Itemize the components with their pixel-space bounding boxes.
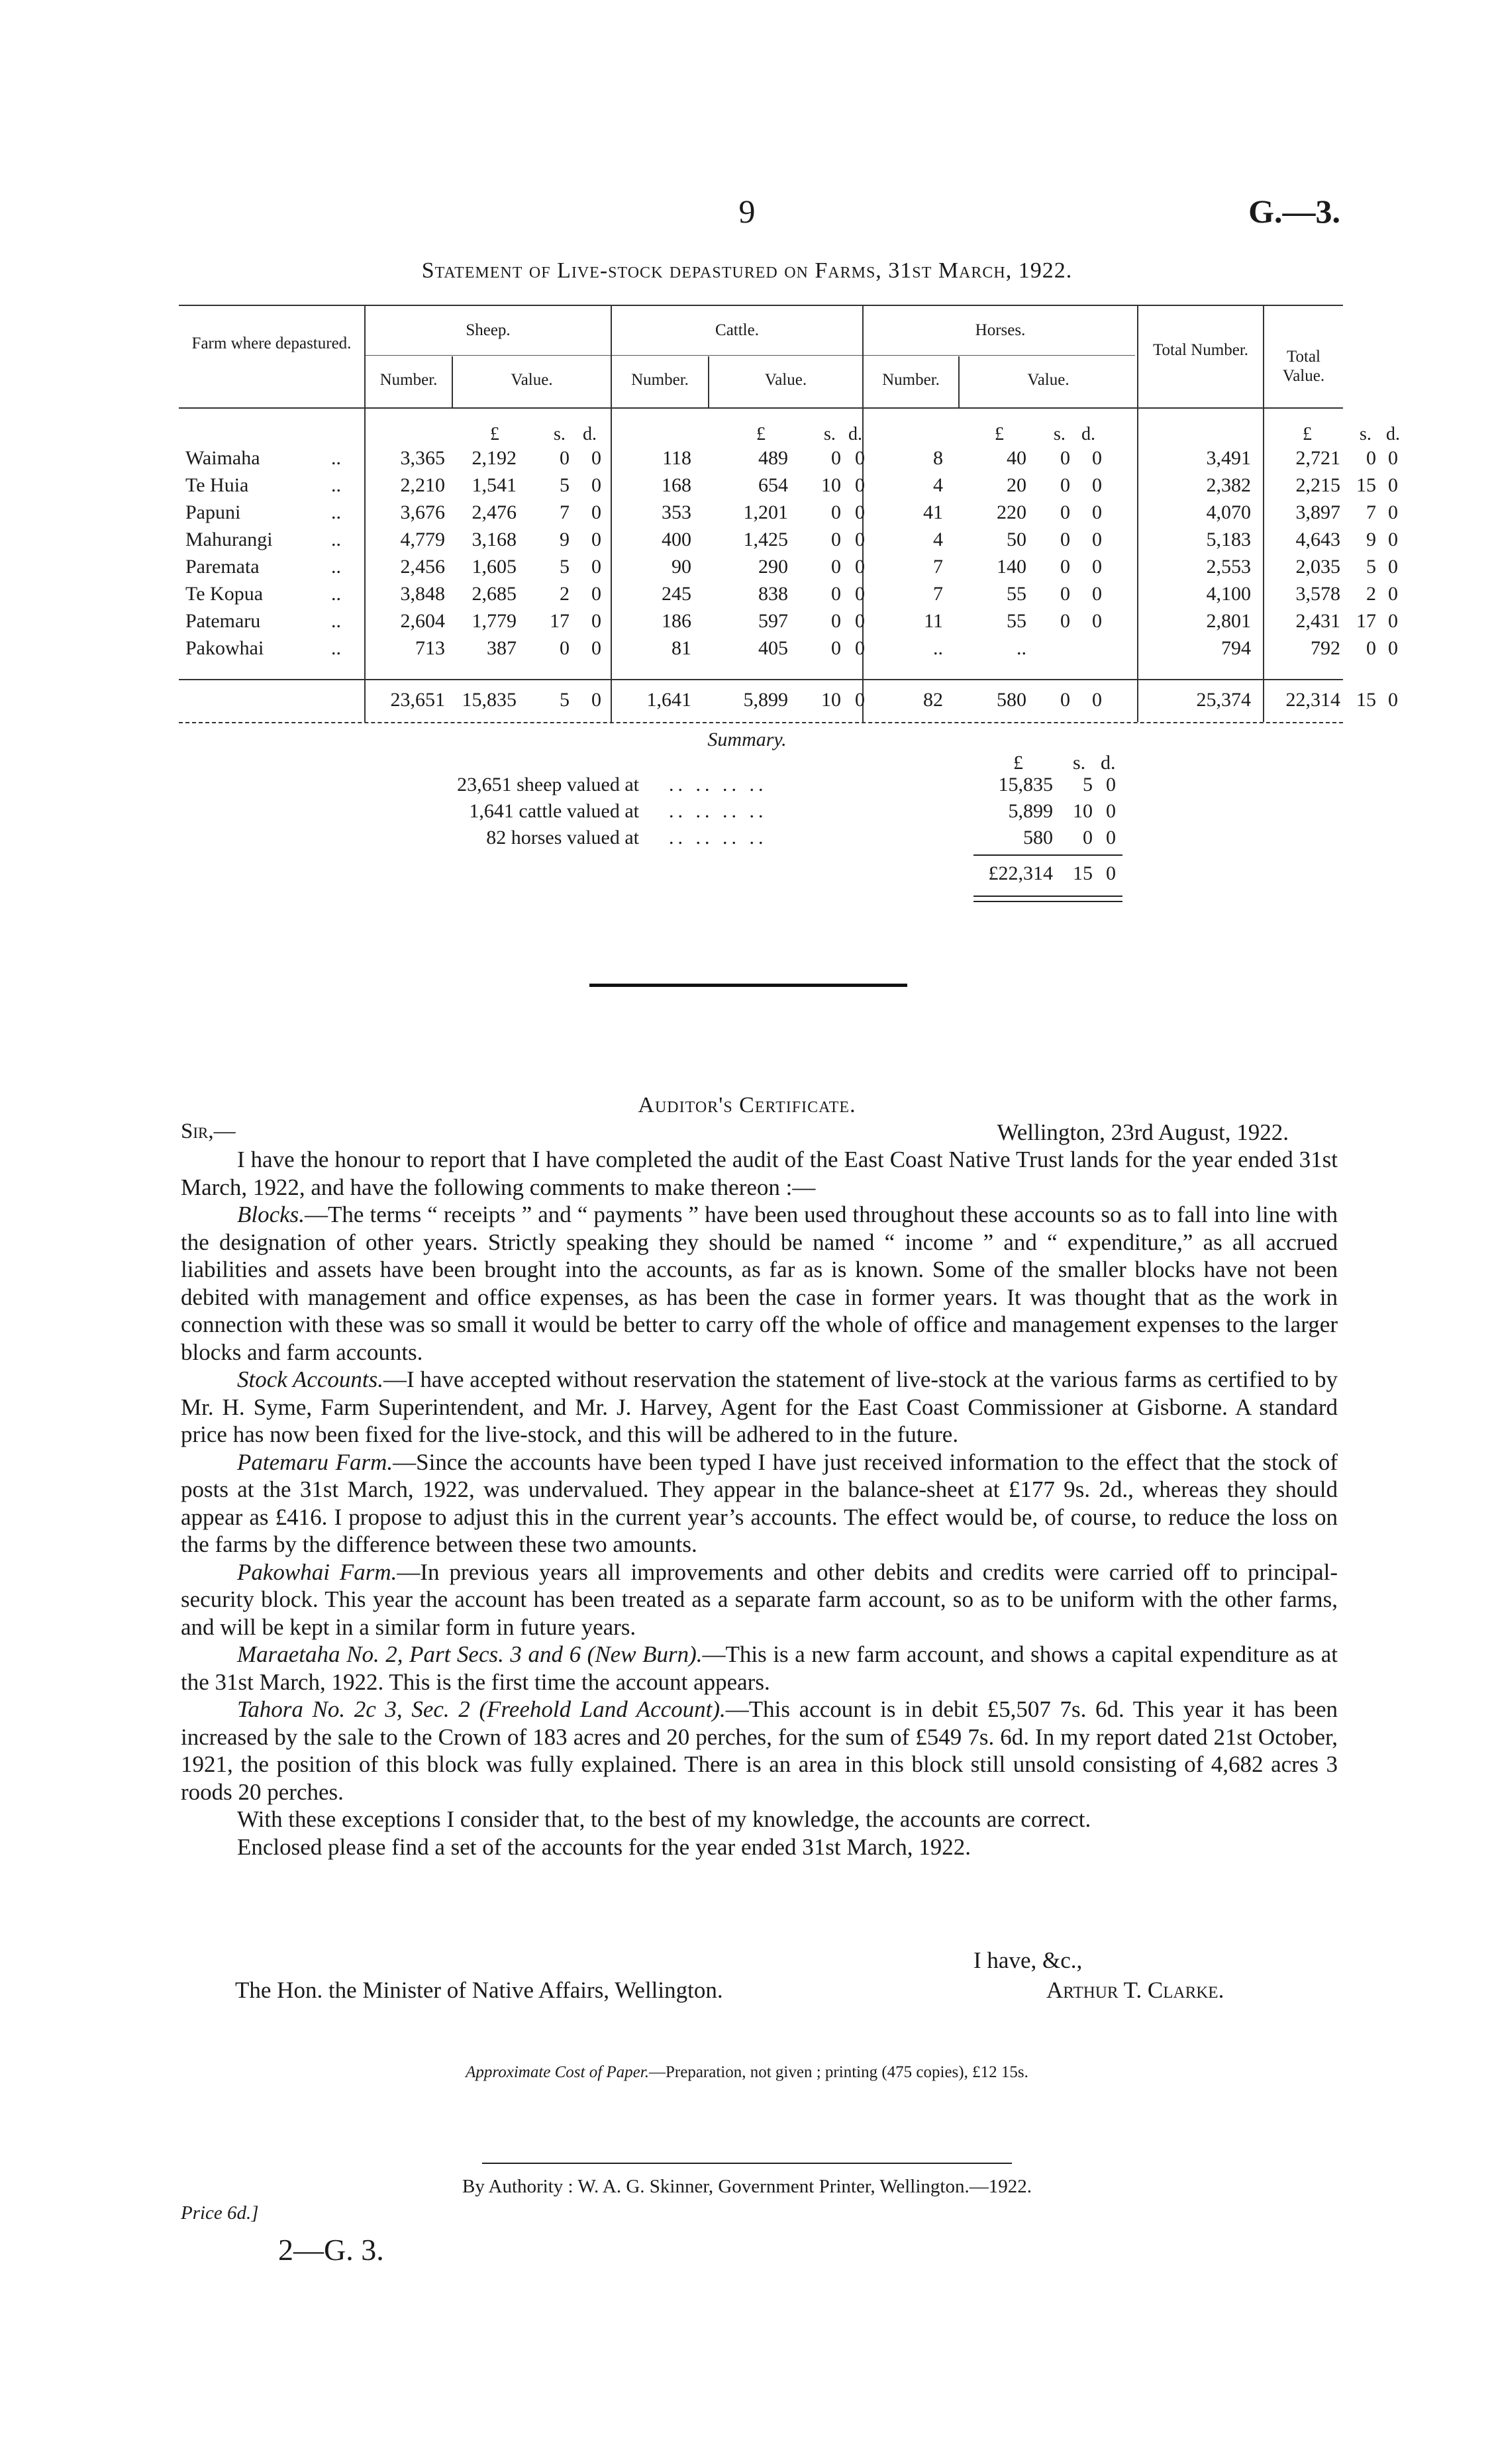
text-pakowhai-farm: —In previous years all improvements and other debits and credits were carried off to principal-security block. This year the account has been treated as a separate farm account, so as to be uniform with the other farms, and will be kept in a similar form in future years. [181,1559,1338,1640]
table-cell-sheep-n: 713 [415,637,445,659]
header-total-value: Total Value. [1282,348,1325,385]
footer-rule [482,2163,1012,2164]
table-cell-sheep-n: 2,604 [400,610,445,632]
heading-patemaru-farm: Patemaru Farm. [237,1449,393,1475]
leader-dots: .. [331,474,341,496]
table-cell-cattle-d: 0 [855,556,865,578]
table-cell-sheep-d: 0 [591,501,601,523]
total-cell-cattle-s: 10 [821,689,841,711]
sheep-pence-unit: d. [583,424,597,444]
text-blocks: —The terms “ receipts ” and “ payments ” have been used throughout these accounts so as to fall into line with the designation of other years. Strictly speaking they should be named “ income ” and “ expenditure,” as all accrued liabilities and assets have been brought into the accounts, as far as is known. Some of the smaller blocks have not been debited with management and office expenses, as has been the case in former years. It was thought that as the work in connection with these was so small it would be better to carry off the whole of office and management expenses to the larger blocks and farm accounts. [181,1202,1338,1365]
table-cell-cattle-s: 0 [831,583,841,605]
table-cell-horses-d: 0 [1092,447,1102,469]
total-cell-sheep-d: 0 [591,689,601,711]
farm-name: Paremata [185,556,260,578]
table-cell-cattle-d: 0 [855,529,865,550]
heading-tahora: Tahora No. 2c 3, Sec. 2 (Freehold Land Account). [237,1696,726,1722]
header-farm: Farm where depastured. [191,334,352,352]
summary-shillings: 5 [1083,774,1093,796]
table-cell-sheep-l: 387 [487,637,517,659]
table-cell-sheep-s: 9 [560,529,570,550]
table-cell-sheep-s: 5 [560,556,570,578]
table-cell-cattle-s: 0 [831,529,841,550]
table-cell-sheep-l: 3,168 [472,529,517,550]
table-cell-horses-s: 0 [1060,447,1070,469]
total-cell-total-l: 22,314 [1285,689,1340,711]
header-cattle: Cattle. [715,321,759,339]
table-cell-sheep-d: 0 [591,610,601,632]
table-cell-total-s: 0 [1366,637,1376,659]
section-divider [589,984,907,987]
table-cell-sheep-l: 2,476 [472,501,517,523]
table-total-rule [179,679,1343,680]
header-sheep-number: Number. [379,371,438,389]
table-cell-cattle-s: 10 [821,474,841,496]
page-number: 9 [738,193,756,230]
summary-total-shillings: 15 [1073,862,1093,884]
table-cell-cattle-l: 405 [758,637,788,659]
heading-maraetaha: Maraetaha No. 2, Part Secs. 3 and 6 (New Burn). [237,1641,703,1667]
paragraph-maraetaha [181,1641,1338,1696]
total-cell-cattle-l: 5,899 [743,689,788,711]
table-cell-total-d: 0 [1388,556,1398,578]
summary-pounds: 5,899 [1008,800,1053,822]
table-cell-sheep-s: 17 [550,610,570,632]
table-cell-total-s: 5 [1366,556,1376,578]
table-cell-cattle-l: 1,201 [743,501,788,523]
summary-title: Summary. [707,729,787,750]
table-cell-sheep-d: 0 [591,583,601,605]
col-rule [364,305,366,722]
table-cell-total-n: 794 [1221,637,1251,659]
table-cell-sheep-n: 3,676 [400,501,445,523]
table-bottom-rule [179,722,1343,723]
summary-pounds: 15,835 [998,774,1053,796]
summary-double-rule [973,901,1122,902]
farm-name: Patemaru [185,610,261,632]
table-cell-total-s: 17 [1356,610,1376,632]
total-cell-horses-d: 0 [1092,689,1102,711]
certificate-body [181,1146,1338,1861]
table-cell-sheep-d: 0 [591,529,601,550]
table-cell-horses-l: 50 [1007,529,1026,550]
table-cell-horses-l: 220 [997,501,1026,523]
certificate-title: Auditor's Certificate. [638,1093,856,1117]
table-cell-horses-s: 0 [1060,583,1070,605]
table-cell-cattle-s: 0 [831,637,841,659]
table-cell-cattle-n: 353 [662,501,691,523]
table-cell-horses-n: 7 [933,583,943,605]
table-cell-cattle-s: 0 [831,447,841,469]
header-sheep-value: Value. [511,371,553,389]
table-cell-horses-d: 0 [1092,501,1102,523]
table-cell-sheep-l: 2,685 [472,583,517,605]
closing-line: I have, &c., [973,1947,1083,1973]
table-cell-sheep-s: 0 [560,447,570,469]
table-cell-cattle-s: 0 [831,556,841,578]
table-cell-total-s: 0 [1366,447,1376,469]
leader-dots: .. [331,529,341,550]
table-cell-horses-d: 0 [1092,529,1102,550]
table-cell-total-s: 7 [1366,501,1376,523]
table-cell-horses-l: 40 [1007,447,1026,469]
salutation: Sir,— [181,1119,236,1143]
table-cell-cattle-n: 168 [662,474,691,496]
table-cell-horses-d: 0 [1092,610,1102,632]
table-cell-total-d: 0 [1388,447,1398,469]
table-cell-cattle-n: 90 [672,556,691,578]
table-cell-horses-s: 0 [1060,529,1070,550]
paragraph-patemaru-farm [181,1449,1338,1559]
table-cell-horses-n: 7 [933,556,943,578]
leader-dots: .. [331,447,341,469]
summary-total-pounds: £22,314 [988,862,1053,884]
table-cell-total-n: 2,553 [1206,556,1251,578]
header-horses-value: Value. [1027,371,1070,389]
table-cell-sheep-l: 1,605 [472,556,517,578]
cattle-shilling-unit: s. [824,424,836,444]
sheep-shilling-unit: s. [554,424,566,444]
cattle-pence-unit: d. [848,424,862,444]
table-cell-sheep-n: 2,210 [400,474,445,496]
cost-note [0,2063,1494,2082]
price: Price 6d.] [181,2202,259,2224]
table-cell-sheep-n: 3,848 [400,583,445,605]
table-cell-total-s: 9 [1366,529,1376,550]
summary-label: 23,651 sheep valued at [457,774,639,796]
table-cell-horses-l: 55 [1007,610,1026,632]
table-cell-horses-s: 0 [1060,556,1070,578]
table-cell-cattle-n: 118 [662,447,691,469]
cost-note-label: Approximate Cost of Paper. [466,2063,649,2081]
total-cell-sheep-l: 15,835 [462,689,517,711]
table-cell-sheep-d: 0 [591,556,601,578]
signature: Arthur T. Clarke. [1046,1977,1224,2003]
table-cell-sheep-n: 4,779 [400,529,445,550]
heading-stock-accounts: Stock Accounts. [237,1366,383,1392]
sheet-mark: 2—G. 3. [278,2233,384,2267]
table-cell-cattle-d: 0 [855,610,865,632]
table-cell-cattle-d: 0 [855,501,865,523]
table-cell-horses-d: 0 [1092,556,1102,578]
table-cell-total-n: 4,070 [1206,501,1251,523]
table-cell-cattle-d: 0 [855,637,865,659]
summary-pence-unit: d. [1101,752,1116,774]
summary-double-rule [973,896,1122,897]
table-header-rule [179,407,1343,409]
table-cell-horses-n: .. [933,637,943,659]
summary-label: 1,641 cattle valued at [469,800,639,822]
cost-note-text: —Preparation, not given ; printing (475 copies), £12 15s. [649,2063,1028,2081]
table-cell-total-s: 15 [1356,474,1376,496]
header-total-number: Total Number. [1152,341,1249,359]
table-cell-horses-l: 140 [997,556,1026,578]
summary-pound-unit: £ [1013,752,1023,774]
summary-pence: 0 [1106,827,1116,848]
summary-leader-dots: .. .. .. .. [669,774,768,796]
summary-leader-dots: .. .. .. .. [669,800,768,822]
table-cell-cattle-l: 597 [758,610,788,632]
table-cell-sheep-s: 5 [560,474,570,496]
table-cell-total-d: 0 [1388,610,1398,632]
table-cell-horses-d: 0 [1092,583,1102,605]
paragraph-enclosed: Enclosed please find a set of the accounts for the year ended 31st March, 1922. [237,1833,971,1860]
table-cell-total-l: 2,721 [1295,447,1340,469]
total-cell-horses-l: 580 [997,689,1026,711]
table-cell-sheep-l: 1,779 [472,610,517,632]
horses-shilling-unit: s. [1054,424,1066,444]
table-cell-total-d: 0 [1388,583,1398,605]
header-cattle-number: Number. [631,371,689,389]
table-cell-horses-n: 11 [924,610,943,632]
leader-dots: .. [331,501,341,523]
heading-blocks: Blocks. [237,1202,305,1227]
table-cell-total-d: 0 [1388,501,1398,523]
text-tahora: —This account is in debit £5,507 7s. 6d. This year it has been increased by the sale to the Crown of 183 acres and 20 perches, for the sum of £549 7s. 6d. In my report dated 21st October, 1921, the position of this block was fully explained. There is an area in this block still unsold consisting of 4,682 acres 3 roods 20 perches. [181,1696,1338,1805]
total-cell-cattle-n: 1,641 [646,689,691,711]
leader-dots: .. [331,583,341,605]
document-reference: G.—3. [1248,193,1340,230]
paragraph-exceptions: With these exceptions I consider that, to the best of my knowledge, the accounts are correct. [237,1806,1091,1832]
leader-dots: .. [331,637,341,659]
header-horses: Horses. [975,321,1026,339]
paragraph-stock-accounts [181,1366,1338,1449]
table-cell-cattle-n: 186 [662,610,691,632]
summary-shilling-unit: s. [1073,752,1086,774]
table-cell-total-n: 5,183 [1206,529,1251,550]
farm-name: Te Huia [185,474,249,496]
table-cell-total-l: 792 [1311,637,1340,659]
table-cell-cattle-d: 0 [855,447,865,469]
summary-shillings: 10 [1073,800,1093,822]
table-subheader-rule [366,355,1135,356]
paragraph-blocks [181,1201,1338,1366]
table-cell-cattle-d: 0 [855,474,865,496]
paragraph-pakowhai-farm [181,1559,1338,1641]
header-cattle-value: Value. [764,371,807,389]
table-cell-sheep-s: 0 [560,637,570,659]
table-cell-total-l: 4,643 [1295,529,1340,550]
table-cell-horses-d: 0 [1092,474,1102,496]
total-cell-sheep-n: 23,651 [390,689,445,711]
table-cell-sheep-s: 2 [560,583,570,605]
col-rule [1137,305,1138,722]
table-cell-horses-s: 0 [1060,610,1070,632]
table-cell-sheep-d: 0 [591,474,601,496]
total-cell-horses-n: 82 [923,689,943,711]
farm-name: Papuni [185,501,241,523]
farm-name: Waimaha [185,447,260,469]
farm-name: Te Kopua [185,583,264,605]
table-cell-sheep-l: 1,541 [472,474,517,496]
table-cell-cattle-l: 290 [758,556,788,578]
table-cell-total-d: 0 [1388,637,1398,659]
table-cell-sheep-n: 3,365 [400,447,445,469]
total-cell-horses-s: 0 [1060,689,1070,711]
farm-name: Pakowhai [185,637,264,659]
total-cell-total-s: 15 [1356,689,1376,711]
paragraph-tahora [181,1696,1338,1806]
total-cell-total-d: 0 [1388,689,1398,711]
table-cell-cattle-l: 838 [758,583,788,605]
leader-dots: .. [331,556,341,578]
table-cell-total-l: 3,578 [1295,583,1340,605]
table-cell-cattle-n: 81 [672,637,691,659]
table-cell-total-l: 3,897 [1295,501,1340,523]
table-cell-total-d: 0 [1388,529,1398,550]
total-cell-sheep-s: 5 [560,689,570,711]
table-cell-cattle-s: 0 [831,610,841,632]
table-cell-horses-n: 41 [923,501,943,523]
table-cell-horses-s: 0 [1060,474,1070,496]
table-cell-total-l: 2,035 [1295,556,1340,578]
summary-pence: 0 [1106,800,1116,822]
header-sheep: Sheep. [466,321,511,339]
table-cell-cattle-s: 0 [831,501,841,523]
table-top-rule [179,305,1343,306]
table-cell-sheep-l: 2,192 [472,447,517,469]
table-cell-horses-s: 0 [1060,501,1070,523]
leader-dots: .. [331,610,341,632]
table-cell-total-n: 2,801 [1206,610,1251,632]
farm-name: Mahurangi [185,529,273,550]
table-cell-horses-l: .. [1017,637,1026,659]
table-cell-cattle-n: 400 [662,529,691,550]
table-cell-sheep-s: 7 [560,501,570,523]
table-cell-total-d: 0 [1388,474,1398,496]
table-cell-total-n: 4,100 [1206,583,1251,605]
summary-label: 82 horses valued at [486,827,639,848]
summary-pence: 0 [1106,774,1116,796]
total-pence-unit: d. [1386,424,1400,444]
table-cell-total-l: 2,215 [1295,474,1340,496]
summary-rule [973,854,1122,856]
horses-pound-unit: £ [995,424,1004,444]
horses-pence-unit: d. [1081,424,1095,444]
summary-leader-dots: .. .. .. .. [669,827,768,848]
table-cell-horses-n: 8 [933,447,943,469]
header-horses-number: Number. [882,371,940,389]
table-cell-horses-l: 55 [1007,583,1026,605]
table-cell-cattle-l: 489 [758,447,788,469]
authority-line: By Authority : W. A. G. Skinner, Government Printer, Wellington.—1922. [462,2176,1032,2197]
summary-pounds: 580 [1023,827,1053,848]
text-maraetaha: —This is a new farm account, and shows a capital expenditure as at the 31st March, 1922. This is the first time the account appears. [181,1641,1338,1695]
table-cell-total-l: 2,431 [1295,610,1340,632]
table-cell-cattle-d: 0 [855,583,865,605]
table-cell-cattle-n: 245 [662,583,691,605]
addressee: The Hon. the Minister of Native Affairs, Wellington. [235,1977,723,2003]
table-cell-cattle-l: 654 [758,474,788,496]
table-cell-total-n: 2,382 [1206,474,1251,496]
total-cell-cattle-d: 0 [855,689,865,711]
total-pound-unit: £ [1303,424,1312,444]
text-patemaru-farm: —Since the accounts have been typed I have just received information to the effect that the stock of posts at the 31st March, 1922, was undervalued. They appear in the balance-sheet at £177 9s. 2d., whereas they should appear as £416. I propose to adjust this in the current year’s accounts. The effect would be, of course, to reduce the loss on the farms by the difference between these two amounts. [181,1449,1338,1557]
table-cell-total-n: 3,491 [1206,447,1251,469]
table-title: Statement of Live-stock depastured on Farms, 31st March, 1922. [421,258,1073,283]
summary-total-pence: 0 [1106,862,1116,884]
table-cell-sheep-d: 0 [591,447,601,469]
summary-shillings: 0 [1083,827,1093,848]
table-cell-horses-n: 4 [933,474,943,496]
table-cell-horses-l: 20 [1007,474,1026,496]
table-cell-horses-n: 4 [933,529,943,550]
table-cell-sheep-n: 2,456 [400,556,445,578]
paragraph-intro: I have the honour to report that I have completed the audit of the East Coast Native Trust lands for the year ended 31st March, 1922, and have the following comments to make thereon :— [181,1147,1338,1200]
total-shilling-unit: s. [1360,424,1371,444]
total-cell-total-n: 25,374 [1196,689,1251,711]
text-stock-accounts: —I have accepted without reservation the statement of live-stock at the various farms as certified to by Mr. H. Syme, Farm Superintendent, and Mr. J. Harvey, Agent for the East Coast Commissioner at Gisborne. A standard price has now been fixed for the live-stock, and this will be adhered to in the future. [181,1366,1338,1447]
sheep-pound-unit: £ [490,424,499,444]
table-cell-total-s: 2 [1366,583,1376,605]
heading-pakowhai-farm: Pakowhai Farm. [237,1559,397,1585]
col-rule [611,305,612,722]
cattle-pound-unit: £ [756,424,766,444]
table-cell-sheep-d: 0 [591,637,601,659]
table-cell-cattle-l: 1,425 [743,529,788,550]
certificate-date: Wellington, 23rd August, 1922. [997,1119,1289,1145]
